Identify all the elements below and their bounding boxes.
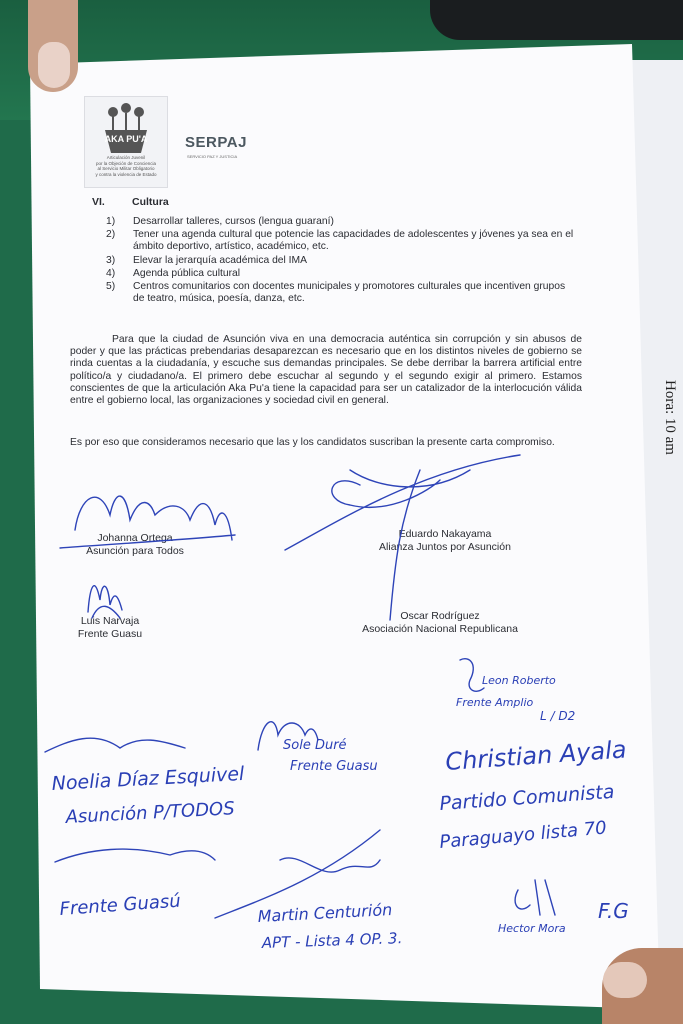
right-fingernail: [603, 962, 647, 998]
list-item-text: Agenda pública cultural: [133, 267, 241, 279]
aka-pua-title: AKA PU'A: [104, 134, 148, 144]
signature-narvaja: [88, 586, 122, 618]
side-note-text: Hora: 10 am: [662, 380, 678, 455]
handwritten-martin-party: APT - Lista 4 OP. 3.: [261, 929, 403, 952]
candidate-party: Alianza Juntos por Asunción: [379, 541, 511, 553]
signature-nakayama: [285, 455, 520, 620]
handwritten-leon-party: Frente Amplio: [456, 696, 534, 709]
candidate-party: Frente Guasu: [77, 628, 143, 640]
handwritten-pc-list: Paraguayo lista 70: [438, 817, 608, 853]
handwritten-fg: F.G: [598, 899, 629, 923]
aka-caption-line: al Servicio Militar Obligatorio: [97, 166, 155, 171]
handwritten-noelia-party: Asunción P/TODOS: [65, 798, 236, 828]
handwritten-noelia-name: Noelia Díaz Esquivel: [51, 762, 245, 795]
list-item-text: Desarrollar talleres, cursos (lengua guaraní): [133, 216, 334, 227]
candidate-name: Johanna Ortega: [97, 532, 173, 544]
handwritten-pc-party: Partido Comunista: [438, 780, 616, 815]
list-item-number: 5): [106, 281, 116, 293]
handwritten-soledure-name: Sole Duré: [283, 738, 347, 753]
candidate-party: Asociación Nacional Republicana: [362, 623, 518, 635]
handwritten-martin-name: Martin Centurión: [257, 899, 393, 926]
left-fingernail: [38, 42, 70, 88]
section-number: VI.: [92, 196, 105, 208]
handwritten-soledure-party: Frente Guasu: [290, 759, 378, 774]
list-item-text: Tener una agenda cultural que potencie las capacidades de adolescentes y jóvenes ya sea en el ámbito deportivo, artístico, académico, etc.: [133, 229, 574, 253]
candidate-name: Eduardo Nakayama: [398, 528, 492, 540]
handwritten-christian-name: Christian Ayala: [444, 735, 628, 776]
signature-ortega: [60, 496, 235, 548]
list-item-number: 1): [106, 216, 116, 227]
handwritten-hector-name: Hector Mora: [498, 922, 566, 935]
signature-frente-guasu: [55, 849, 215, 862]
list-item-number: 2): [106, 229, 116, 241]
signature-hector-mora: [515, 880, 555, 915]
signature-noelia: [45, 738, 185, 752]
list-item-text: Elevar la jerarquía académica del IMA: [133, 254, 307, 266]
serpaj-subtitle: SERVICIO PAZ Y JUSTICIA: [187, 154, 238, 159]
handwritten-leon-name: Leon Roberto: [482, 674, 556, 687]
body-paragraph: Para que la ciudad de Asunción viva en una democracia auténtica sin corrupción y sin abusos de poder y que las prácticas prebendarias desaparezcan es necesario que en los distintos niveles de gobierno se rinda cuentas a la ciudadanía, y escuche sus demandas principales. Se debe derribar la barrera artificial entre político/a y ciudadano/a. El primero debe escuchar al segundo y el segundo exigir al primero. Estamos conscientes de que la articulación Aka Pu'a tiene la capacidad para ser un catalizador de la interlocución válida entre el gobierno local, las organizaciones y sociedad civil en general.: [70, 334, 582, 407]
section-title: Cultura: [132, 196, 169, 208]
signature-leon: [460, 659, 484, 692]
list-item-number: 3): [106, 254, 116, 266]
list-item-number: 4): [106, 267, 116, 279]
list-item-text: Centros comunitarios con docentes municipales y promotores culturales que incentiven grupos de teatro, música, poesía, danza, etc.: [133, 281, 566, 305]
aka-caption-line: y contra la violencia de Estado: [95, 171, 157, 177]
aka-caption-line: Articulación Juvenil: [106, 155, 146, 160]
aka-caption-line: por la Objeción de Conciencia: [95, 160, 157, 166]
handwritten-frente-guasu: Frente Guasú: [58, 890, 182, 920]
closing-paragraph: Es por eso que consideramos necesario que las y los candidatos suscriban la presente carta compromiso.: [70, 437, 555, 448]
candidate-party: Asunción para Todos: [86, 545, 184, 557]
handwritten-leon-note: L / D2: [540, 709, 576, 723]
candidate-name: Oscar Rodríguez: [400, 610, 480, 622]
candidate-name: Luis Narvaja: [80, 615, 140, 627]
serpaj-title: SERPAJ: [185, 134, 247, 151]
